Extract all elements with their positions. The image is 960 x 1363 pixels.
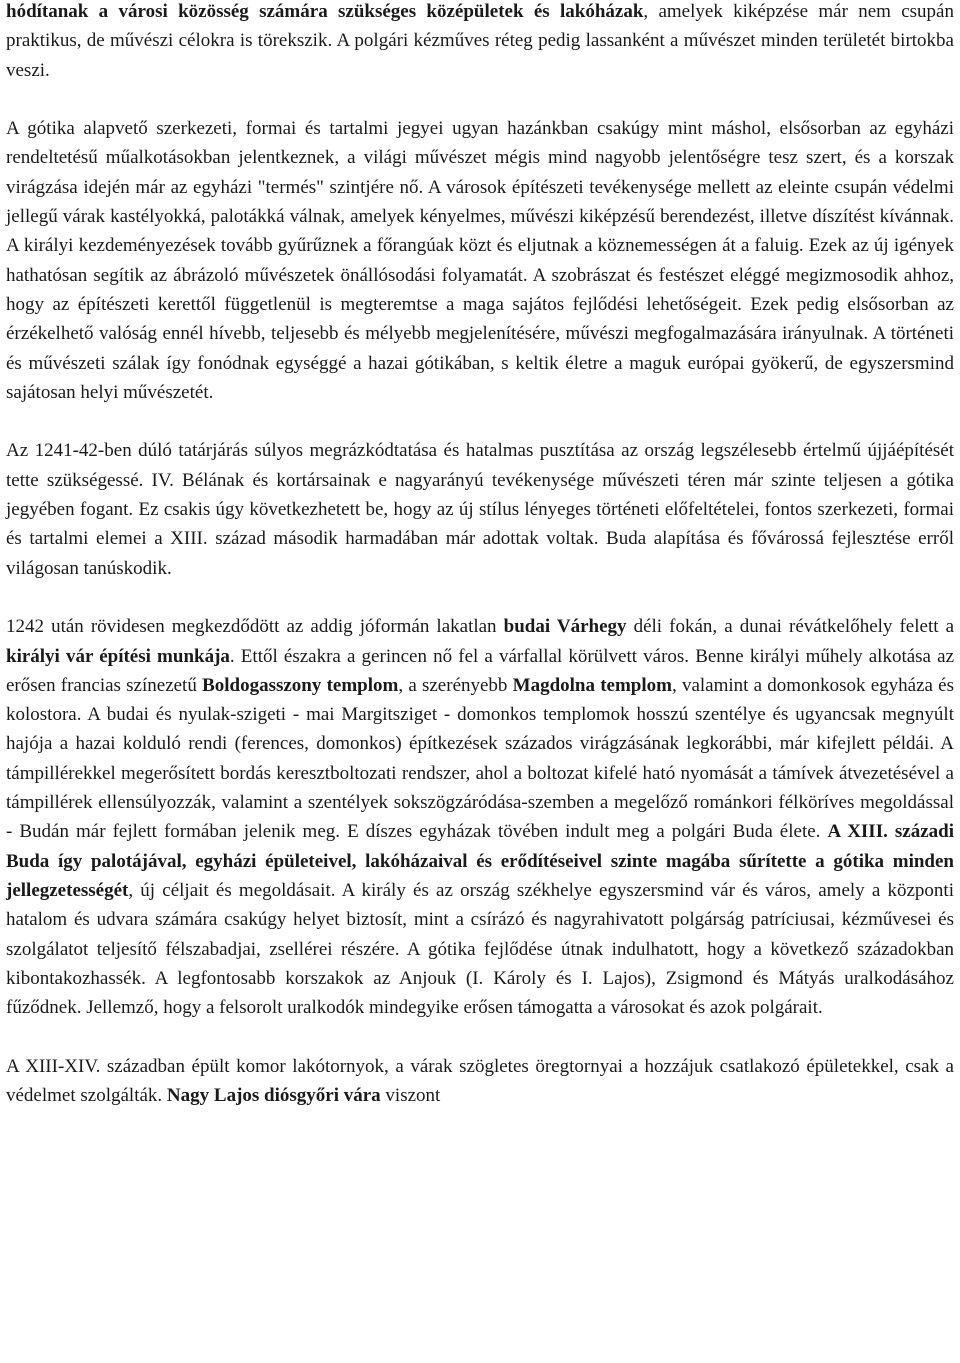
body-text: , valamint a domonkosok egyháza és kolostora. A budai és nyulak-szigeti - mai Margitsziget - domonkos templomok hosszú szentélye és ugyancsak megnyúlt hajója a hazai kolduló rendi (ferences, domonkos) építkezések százados virágzásának legkorábbi, már kifejlett példái. A támpillérekkel megerősített bordás keresztboltozati rendszer, ahol a boltozat kifelé ható nyomását a támívek átvezetésével a támpillérek ellensúlyozzák, valamint a szentélyek sokszögzáródása-szemben a megelőző románkori félköríves megoldással - Budán már fejlett formában jelenik meg. E díszes egyházak tövében indult meg a polgári Buda élete.: [6, 674, 954, 843]
paragraph-5: [6, 1052, 954, 1111]
body-text: , a szerényebb: [398, 674, 513, 696]
bold-text: A XIII. századi Buda így palotájával, egyházi épületeivel, lakóházaival és erődítéseivel szinte magába sűrítette a gótika minden jellegzetességét: [6, 821, 954, 901]
body-text: viszont: [380, 1084, 441, 1106]
paragraph-3: [6, 436, 954, 582]
paragraph-4: [6, 612, 954, 1022]
bold-text: királyi vár építési munkája: [6, 645, 230, 667]
body-text: A gótika alapvető szerkezeti, formai és tartalmi jegyei ugyan hazánkban csakúgy mint máshol, elsősorban az egyházi rendeltetésű műalkotásokban jelentkeznek, a világi művészet mégis mind nagyobb jelentőségre tesz szert, és a korszak virágzása idején már az egyházi "termés" szintjére nő. A városok építészeti tevékenysége mellett az eleinte csupán védelmi jellegű várak kastélyokká, palotákká válnak, amelyek kényelmes, művészi kiképzésű berendezést, illetve díszítést kívánnak. A királyi kezdeményezések tovább gyűrűznek a főrangúak közt és eljutnak a köznemességen át a faluig. Ezek az új igények hathatósan segítik az ábrázoló művészetek önállósodási folyamatát. A szobrászat és festészet eléggé megizmosodik ahhoz, hogy az építészeti kerettől függetlenül is megteremtse a maga sajátos fejlődési lehetőségeit. Ezek pedig elsősorban az érzékelhető valóság ennél hívebb, teljesebb és mélyebb megjelenítésére, művészi megfogalmazására irányulnak. A történeti és művészeti szálak így fonódnak egységgé a hazai gótikában, s keltik életre a maguk európai gyökerű, de egyszersmind sajátosan helyi művészetét.: [6, 118, 954, 403]
bold-text: budai Várhegy: [503, 616, 627, 638]
paragraph-2: [6, 114, 954, 407]
bold-text: hódítanak a városi közösség számára szükséges középületek és lakóházak: [6, 1, 644, 22]
bold-text: Nagy Lajos diósgyőri vára: [166, 1084, 381, 1106]
paragraph-1: [6, 0, 954, 85]
bold-text: Boldogasszony templom: [202, 674, 399, 696]
body-text: , új céljait és megoldásait. A király és az ország székhelye egyszersmind vár és város, amely a központi hatalom és udvara számára csakúgy helyet biztosít, mint a csírázó és nagyrahivatott polgárság patríciusai, kézművesei és szolgálatot teljesítő félszabadjai, zsellérei részére. A gótika fejlődése útnak indulhatott, hogy a következő századokban kibontakozhassék. A legfontosabb korszakok az Anjouk (I. Károly és I. Lajos), Zsigmond és Mátyás uralkodásához fűződnek. Jellemző, hogy a felsorolt uralkodók mindegyike erősen támogatta a városokat és azok polgárait.: [6, 879, 954, 1019]
paragraph-spacer: [6, 583, 954, 612]
body-text: A XIII-XIV. században épült komor lakótornyok, a várak szögletes öregtornyai a hozzájuk csatlakozó épületekkel, csak a védelmet szolgálták.: [6, 1055, 954, 1106]
bold-text: Magdolna templom: [512, 674, 672, 696]
paragraph-spacer: [6, 407, 954, 436]
body-text: . Ettől északra a gerincen nő fel a várfallal körülvett város. Benne királyi műhely alkotása az erősen francias színezetű: [6, 645, 954, 696]
body-text: déli fokán, a dunai révátkelőhely felett a: [626, 616, 955, 638]
body-text: , amelyek kiképzése már nem csupán praktikus, de művészi célokra is törekszik. A polgári kézműves réteg pedig lassanként a művészet minden területét birtokba veszi.: [6, 1, 954, 81]
body-text: Az 1241-42-ben dúló tatárjárás súlyos megrázkódtatása és hatalmas pusztítása az ország legszélesebb értelmű újjáépítését tette szükségessé. IV. Bélának és kortársainak e nagyarányú tevékenysége művészeti téren már szinte teljesen a gótika jegyében fogant. Ez csakis úgy következhetett be, hogy az új stílus lényeges történeti előfeltételei, fontos szerkezeti, formai és tartalmi elemei a XIII. század második harmadában már adottak voltak. Buda alapítása és fővárossá fejlesztése erről világosan tanúskodik.: [6, 440, 954, 579]
paragraph-spacer: [6, 1022, 954, 1051]
body-text: 1242 után rövidesen megkezdődött az addig jóformán lakatlan: [6, 616, 504, 638]
paragraph-spacer: [6, 85, 954, 114]
